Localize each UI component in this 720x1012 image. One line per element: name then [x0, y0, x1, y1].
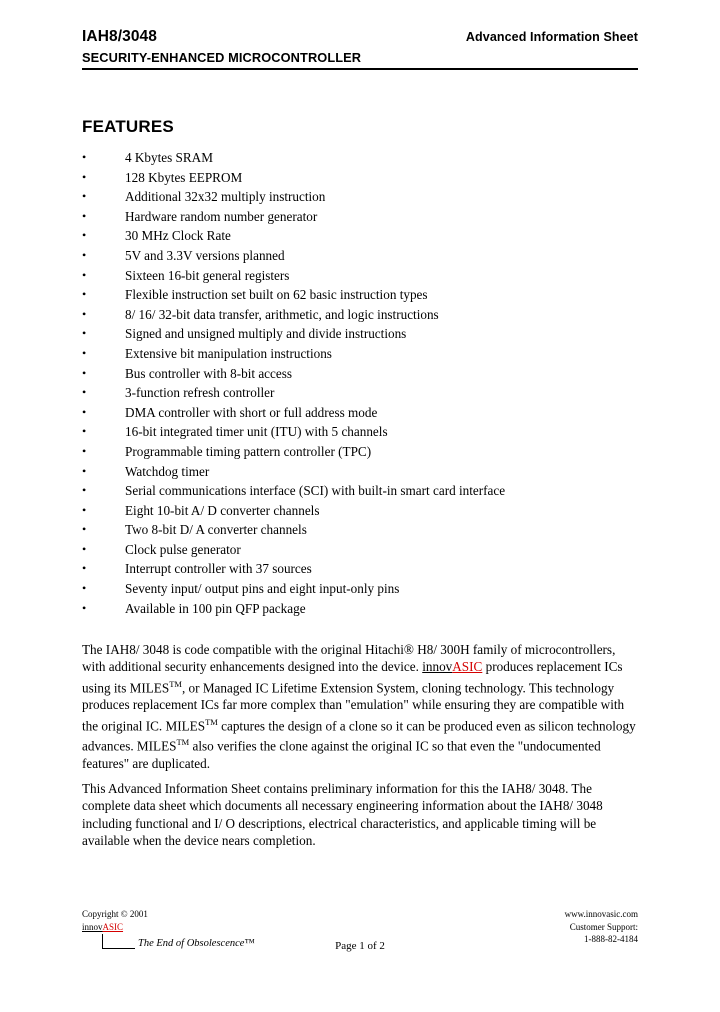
list-item — [82, 207, 638, 227]
list-item — [82, 520, 638, 540]
list-item — [82, 226, 638, 246]
feature-text: Watchdog timer — [125, 463, 210, 479]
list-item — [82, 168, 638, 188]
feature-text: DMA controller with short or full address mode — [125, 404, 378, 420]
paragraph-1-text-c: , or Managed IC Lifetime Extension System, cloning technology. This technology produces replacement ICs far more complex than "emulation" while ensuring they are compatible with the original IC. MILES — [82, 679, 625, 733]
header-divider — [82, 68, 638, 70]
features-heading: FEATURES — [82, 117, 174, 136]
bullet-icon: • — [82, 463, 87, 478]
feature-text: 16-bit integrated timer unit (ITU) with 5 channels — [125, 424, 388, 440]
bullet-icon: • — [82, 150, 87, 164]
list-item — [82, 246, 638, 266]
feature-text: 30 MHz Clock Rate — [125, 228, 231, 244]
list-item — [82, 599, 638, 619]
copyright-text: Copyright © 2001 — [82, 909, 148, 919]
bullet-icon: • — [82, 208, 87, 223]
bullet-icon: • — [82, 581, 87, 596]
bullet-icon: • — [82, 267, 87, 282]
header-title-row — [82, 28, 638, 46]
list-item — [82, 481, 638, 501]
bullet-icon: • — [82, 228, 87, 243]
feature-text: Clock pulse generator — [125, 541, 241, 557]
feature-text: Available in 100 pin QFP package — [125, 600, 306, 616]
bullet-icon: • — [82, 189, 87, 204]
trademark-superscript: TM — [176, 737, 190, 748]
feature-text: Serial communications interface (SCI) with built-in smart card interface — [125, 483, 506, 499]
document-header — [82, 28, 638, 70]
list-item — [82, 324, 638, 344]
list-item — [82, 285, 638, 305]
list-item — [82, 403, 638, 423]
feature-text: 8/ 16/ 32-bit data transfer, arithmetic, and logic instructions — [125, 306, 439, 322]
list-item — [82, 148, 638, 168]
innovasic-brand — [422, 659, 482, 674]
feature-text: Signed and unsigned multiply and divide instructions — [125, 326, 407, 342]
bullet-icon: • — [82, 385, 87, 400]
list-item — [82, 462, 638, 482]
footer-support-label: Customer Support: — [569, 921, 638, 932]
feature-text: 4 Kbytes SRAM — [125, 150, 213, 165]
trademark-superscript: TM — [205, 716, 218, 727]
bullet-icon: • — [82, 287, 87, 302]
list-item — [82, 266, 638, 286]
body-paragraph-1 — [82, 641, 638, 772]
footer-right-block — [565, 908, 638, 946]
bullet-icon: • — [82, 483, 87, 498]
document-type-label: Advanced Information Sheet — [465, 30, 638, 44]
footer-tagline: The End of Obsolescence™ — [138, 938, 255, 949]
bullet-icon: • — [82, 522, 87, 537]
bullet-icon: • — [82, 247, 87, 262]
footer-logo-innov: innov — [82, 921, 103, 932]
feature-text: Two 8-bit D/ A converter channels — [125, 522, 307, 538]
feature-text: Sixteen 16-bit general registers — [125, 267, 290, 283]
feature-text: Programmable timing pattern controller (TPC) — [125, 443, 372, 459]
trademark-superscript: TM — [169, 678, 182, 689]
footer-logo-asic: ASIC — [102, 921, 124, 932]
feature-text: Eight 10-bit A/ D converter channels — [125, 502, 320, 518]
footer-left-block — [82, 908, 148, 933]
paragraph-1-text-d: captures the design of a clone so it can be produced even as silicon technology advances. MILES — [82, 717, 636, 754]
list-item — [82, 422, 638, 442]
list-item — [82, 501, 638, 521]
list-item — [82, 364, 638, 384]
page-number: Page 1 of 2 — [335, 940, 385, 952]
feature-text: 5V and 3.3V versions planned — [125, 247, 285, 263]
part-number-title: IAH8/3048 — [82, 28, 158, 45]
brand-innov-text: innov — [422, 659, 453, 675]
paragraph-1-text-b: produces replacement ICs using its MILES — [82, 659, 623, 695]
bullet-icon: • — [82, 502, 87, 517]
features-list — [82, 148, 638, 618]
bullet-icon: • — [82, 600, 87, 615]
bullet-icon: • — [82, 404, 87, 419]
list-item — [82, 559, 638, 579]
bullet-icon: • — [82, 169, 87, 184]
list-item — [82, 187, 638, 207]
feature-text: 128 Kbytes EEPROM — [125, 169, 243, 185]
list-item — [82, 344, 638, 364]
bullet-icon: • — [82, 345, 87, 360]
paragraph-1-text-a: The IAH8/ 3048 is code compatible with the original Hitachi® H8/ 300H family of microcontrollers, with additional security enhancements designed into the device. — [82, 642, 616, 675]
footer-website[interactable]: www.innovasic.com — [564, 909, 638, 919]
bullet-icon: • — [82, 541, 87, 556]
footer-support-phone: 1-888-82-4184 — [584, 934, 638, 944]
feature-text: Bus controller with 8-bit access — [125, 365, 293, 381]
feature-text: Interrupt controller with 37 sources — [125, 561, 312, 577]
list-item — [82, 305, 638, 325]
feature-text: Extensive bit manipulation instructions — [125, 345, 332, 361]
list-item — [82, 540, 638, 560]
bullet-icon: • — [82, 326, 87, 341]
feature-text: Additional 32x32 multiply instruction — [125, 189, 326, 205]
feature-text: 3-function refresh controller — [125, 385, 275, 401]
feature-text: Hardware random number generator — [125, 208, 318, 224]
bullet-icon: • — [82, 365, 87, 380]
paragraph-1-text-e: also verifies the clone against the original IC so that even the "undocumented features" are duplicated. — [82, 738, 601, 771]
bullet-icon: • — [82, 424, 87, 439]
list-item — [82, 579, 638, 599]
footer-logo — [82, 921, 148, 934]
body-paragraph-2: This Advanced Information Sheet contains preliminary information for this the IAH8/ 3048. The complete data sheet which documents all necessary engineering information about the IAH8/ 3048 including functional and I/ O descriptions, electrical characteristics, and applicable timing will be available when the device nears completion. — [82, 781, 603, 848]
bullet-icon: • — [82, 561, 87, 576]
bullet-icon: • — [82, 306, 87, 321]
document-subtitle: SECURITY-ENHANCED MICROCONTROLLER — [82, 50, 362, 65]
bullet-icon: • — [82, 443, 87, 458]
list-item — [82, 442, 638, 462]
feature-text: Flexible instruction set built on 62 basic instruction types — [125, 287, 428, 303]
feature-text: Seventy input/ output pins and eight input-only pins — [125, 581, 400, 597]
list-item — [82, 383, 638, 403]
brand-asic-text: ASIC — [452, 659, 483, 675]
